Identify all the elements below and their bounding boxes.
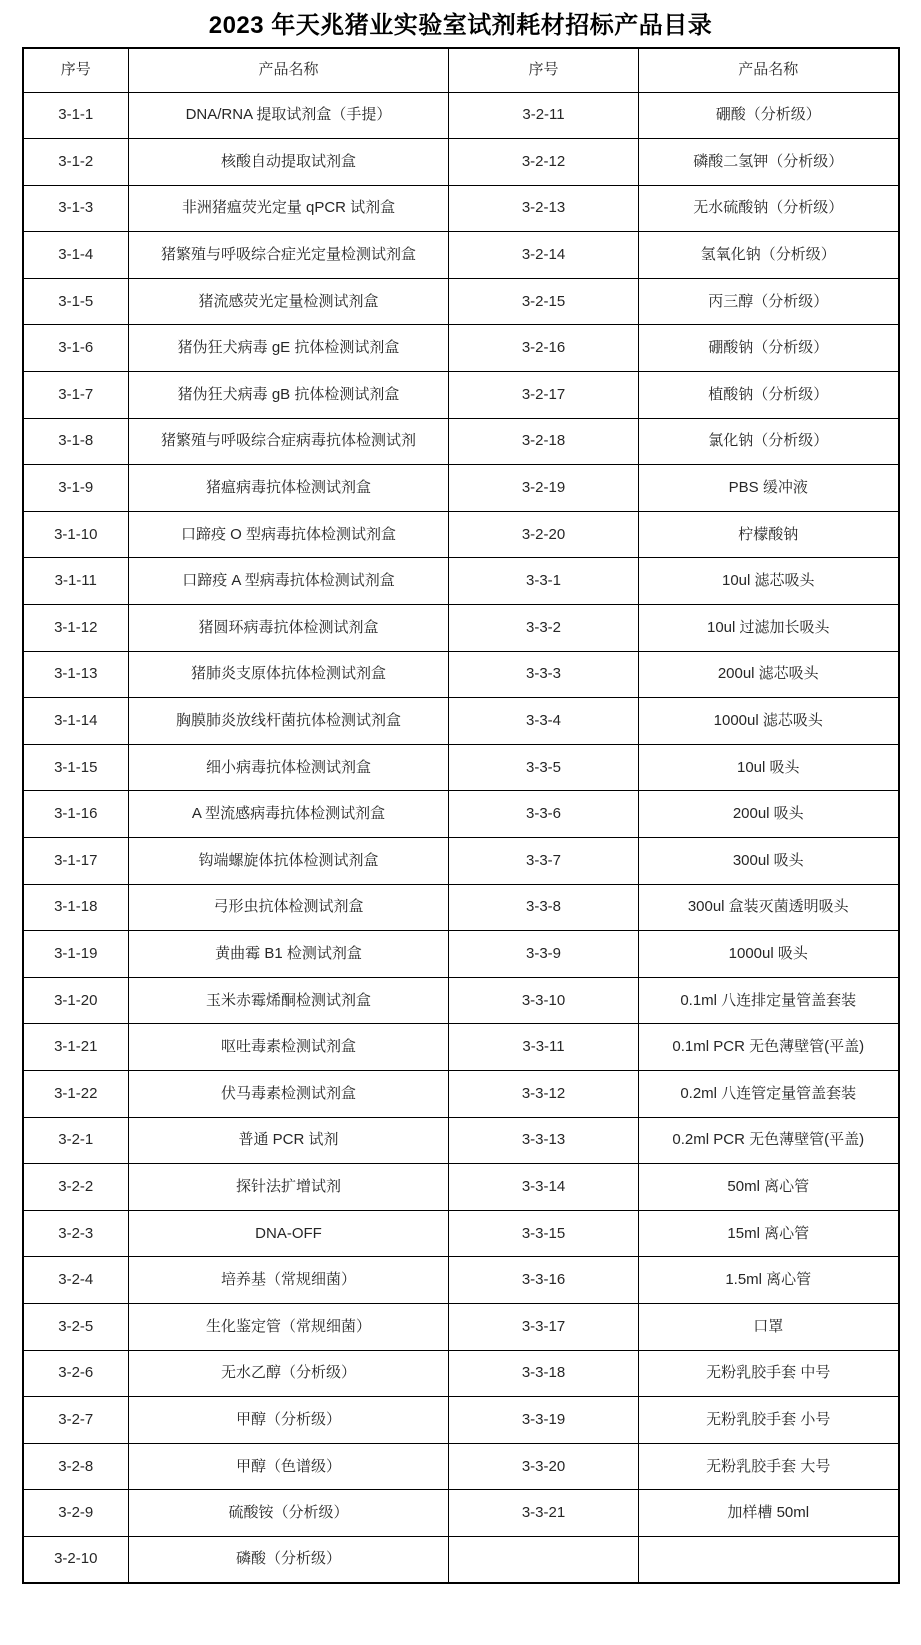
product-cell-right: 无水硫酸钠（分析级） — [639, 185, 899, 232]
product-cell-right: 0.2ml PCR 无色薄壁管(平盖) — [639, 1117, 899, 1164]
table-row — [23, 372, 899, 419]
table-row — [23, 1303, 899, 1350]
serial-cell-right: 3-2-15 — [449, 278, 639, 325]
serial-cell-left: 3-1-8 — [23, 418, 129, 465]
product-cell-right: 植酸钠（分析级） — [639, 372, 899, 419]
product-catalog-table — [22, 47, 900, 1584]
serial-cell-right: 3-2-19 — [449, 465, 639, 512]
serial-cell-right: 3-2-16 — [449, 325, 639, 372]
serial-cell-left: 3-2-4 — [23, 1257, 129, 1304]
serial-cell-right: 3-3-10 — [449, 977, 639, 1024]
product-cell-right: 氯化钠（分析级） — [639, 418, 899, 465]
table-row — [23, 1210, 899, 1257]
serial-cell-left: 3-2-6 — [23, 1350, 129, 1397]
serial-cell-right: 3-3-18 — [449, 1350, 639, 1397]
serial-cell-left: 3-2-7 — [23, 1397, 129, 1444]
table-row — [23, 1350, 899, 1397]
serial-cell-left: 3-1-7 — [23, 372, 129, 419]
serial-cell-left: 3-1-12 — [23, 605, 129, 652]
product-cell-left: DNA-OFF — [129, 1210, 449, 1257]
product-cell-right — [639, 1536, 899, 1583]
serial-cell-left: 3-2-5 — [23, 1303, 129, 1350]
col-header-product-left: 产品名称 — [129, 48, 449, 92]
product-cell-right: 10ul 吸头 — [639, 744, 899, 791]
table-header — [23, 48, 899, 92]
product-cell-left: 伏马毒素检测试剂盒 — [129, 1070, 449, 1117]
serial-cell-right: 3-3-2 — [449, 605, 639, 652]
serial-cell-right: 3-2-18 — [449, 418, 639, 465]
serial-cell-left: 3-1-2 — [23, 139, 129, 186]
product-cell-right: 口罩 — [639, 1303, 899, 1350]
serial-cell-left: 3-1-5 — [23, 278, 129, 325]
serial-cell-left: 3-1-11 — [23, 558, 129, 605]
serial-cell-right: 3-3-19 — [449, 1397, 639, 1444]
product-cell-left: 弓形虫抗体检测试剂盒 — [129, 884, 449, 931]
product-cell-right: 50ml 离心管 — [639, 1164, 899, 1211]
table-body — [23, 92, 899, 1583]
serial-cell-left: 3-2-9 — [23, 1490, 129, 1537]
product-cell-right: 1000ul 滤芯吸头 — [639, 698, 899, 745]
serial-cell-right: 3-2-12 — [449, 139, 639, 186]
product-cell-left: 猪圆环病毒抗体检测试剂盒 — [129, 605, 449, 652]
product-cell-left: 甲醇（色谱级） — [129, 1443, 449, 1490]
serial-cell-right: 3-3-3 — [449, 651, 639, 698]
serial-cell-right: 3-3-5 — [449, 744, 639, 791]
serial-cell-right: 3-3-4 — [449, 698, 639, 745]
table-row — [23, 1443, 899, 1490]
serial-cell-right: 3-3-7 — [449, 838, 639, 885]
serial-cell-right: 3-3-20 — [449, 1443, 639, 1490]
product-cell-left: 甲醇（分析级） — [129, 1397, 449, 1444]
product-cell-right: 硼酸（分析级） — [639, 92, 899, 139]
serial-cell-left: 3-1-10 — [23, 511, 129, 558]
product-cell-left: 普通 PCR 试剂 — [129, 1117, 449, 1164]
product-cell-left: 硫酸铵（分析级） — [129, 1490, 449, 1537]
table-row — [23, 511, 899, 558]
product-cell-right: 1.5ml 离心管 — [639, 1257, 899, 1304]
product-cell-left: 非洲猪瘟荧光定量 qPCR 试剂盒 — [129, 185, 449, 232]
serial-cell-left: 3-1-18 — [23, 884, 129, 931]
product-cell-right: 磷酸二氢钾（分析级） — [639, 139, 899, 186]
product-cell-right: 硼酸钠（分析级） — [639, 325, 899, 372]
product-cell-right: 200ul 吸头 — [639, 791, 899, 838]
serial-cell-right: 3-3-13 — [449, 1117, 639, 1164]
serial-cell-right: 3-2-13 — [449, 185, 639, 232]
table-row — [23, 325, 899, 372]
product-cell-right: 300ul 盒装灭菌透明吸头 — [639, 884, 899, 931]
serial-cell-left: 3-1-4 — [23, 232, 129, 279]
product-cell-left: 猪流感荧光定量检测试剂盒 — [129, 278, 449, 325]
product-cell-left: 培养基（常规细菌） — [129, 1257, 449, 1304]
product-cell-left: 猪瘟病毒抗体检测试剂盒 — [129, 465, 449, 512]
serial-cell-left: 3-1-13 — [23, 651, 129, 698]
serial-cell-right: 3-2-17 — [449, 372, 639, 419]
product-cell-left: 呕吐毒素检测试剂盒 — [129, 1024, 449, 1071]
product-cell-left: 磷酸（分析级） — [129, 1536, 449, 1583]
serial-cell-left: 3-1-22 — [23, 1070, 129, 1117]
product-cell-right: 300ul 吸头 — [639, 838, 899, 885]
table-row — [23, 1257, 899, 1304]
product-cell-right: 0.1ml 八连排定量管盖套装 — [639, 977, 899, 1024]
table-row — [23, 1164, 899, 1211]
col-header-serial-left: 序号 — [23, 48, 129, 92]
product-cell-left: 无水乙醇（分析级） — [129, 1350, 449, 1397]
table-row — [23, 278, 899, 325]
table-row — [23, 558, 899, 605]
product-cell-left: A 型流感病毒抗体检测试剂盒 — [129, 791, 449, 838]
serial-cell-right: 3-3-21 — [449, 1490, 639, 1537]
serial-cell-left: 3-1-20 — [23, 977, 129, 1024]
product-cell-left: 生化鉴定管（常规细菌） — [129, 1303, 449, 1350]
table-row — [23, 1024, 899, 1071]
page-title: 2023 年天兆猪业实验室试剂耗材招标产品目录 — [208, 12, 713, 39]
serial-cell-right: 3-3-6 — [449, 791, 639, 838]
serial-cell-left: 3-1-19 — [23, 931, 129, 978]
serial-cell-left: 3-2-2 — [23, 1164, 129, 1211]
table-row — [23, 232, 899, 279]
product-cell-left: 猪伪狂犬病毒 gE 抗体检测试剂盒 — [129, 325, 449, 372]
table-row — [23, 1490, 899, 1537]
product-cell-right: 无粉乳胶手套 大号 — [639, 1443, 899, 1490]
serial-cell-left: 3-1-14 — [23, 698, 129, 745]
product-cell-left: DNA/RNA 提取试剂盒（手提） — [129, 92, 449, 139]
table-row — [23, 651, 899, 698]
product-cell-left: 猪繁殖与呼吸综合症病毒抗体检测试剂 — [129, 418, 449, 465]
serial-cell-right: 3-3-1 — [449, 558, 639, 605]
table-row — [23, 418, 899, 465]
table-row — [23, 1070, 899, 1117]
product-cell-right: 柠檬酸钠 — [639, 511, 899, 558]
serial-cell-left: 3-1-17 — [23, 838, 129, 885]
table-row — [23, 92, 899, 139]
table-row — [23, 605, 899, 652]
table-row — [23, 139, 899, 186]
table-row — [23, 744, 899, 791]
product-cell-right: 10ul 滤芯吸头 — [639, 558, 899, 605]
serial-cell-right: 3-3-9 — [449, 931, 639, 978]
serial-cell-right: 3-3-15 — [449, 1210, 639, 1257]
col-header-serial-right: 序号 — [449, 48, 639, 92]
serial-cell-left: 3-1-16 — [23, 791, 129, 838]
serial-cell-left: 3-2-10 — [23, 1536, 129, 1583]
product-cell-left: 细小病毒抗体检测试剂盒 — [129, 744, 449, 791]
serial-cell-left: 3-1-6 — [23, 325, 129, 372]
serial-cell-right — [449, 1536, 639, 1583]
serial-cell-right: 3-2-14 — [449, 232, 639, 279]
product-cell-right: 200ul 滤芯吸头 — [639, 651, 899, 698]
serial-cell-left: 3-2-1 — [23, 1117, 129, 1164]
table-header-row — [23, 48, 899, 92]
serial-cell-right: 3-3-17 — [449, 1303, 639, 1350]
serial-cell-left: 3-1-21 — [23, 1024, 129, 1071]
table-row — [23, 1117, 899, 1164]
table-row — [23, 465, 899, 512]
serial-cell-left: 3-2-3 — [23, 1210, 129, 1257]
product-cell-left: 猪繁殖与呼吸综合症光定量检测试剂盒 — [129, 232, 449, 279]
serial-cell-right: 3-3-12 — [449, 1070, 639, 1117]
col-header-product-right: 产品名称 — [639, 48, 899, 92]
product-cell-right: 10ul 过滤加长吸头 — [639, 605, 899, 652]
serial-cell-left: 3-1-1 — [23, 92, 129, 139]
product-cell-right: 无粉乳胶手套 中号 — [639, 1350, 899, 1397]
table-row — [23, 791, 899, 838]
serial-cell-right: 3-3-8 — [449, 884, 639, 931]
table-row — [23, 698, 899, 745]
product-cell-left: 口蹄疫 A 型病毒抗体检测试剂盒 — [129, 558, 449, 605]
product-cell-right: PBS 缓冲液 — [639, 465, 899, 512]
product-cell-right: 无粉乳胶手套 小号 — [639, 1397, 899, 1444]
table-row — [23, 884, 899, 931]
serial-cell-right: 3-3-11 — [449, 1024, 639, 1071]
serial-cell-right: 3-3-16 — [449, 1257, 639, 1304]
serial-cell-right: 3-3-14 — [449, 1164, 639, 1211]
product-cell-left: 探针法扩增试剂 — [129, 1164, 449, 1211]
product-cell-left: 核酸自动提取试剂盒 — [129, 139, 449, 186]
serial-cell-left: 3-1-9 — [23, 465, 129, 512]
serial-cell-right: 3-2-20 — [449, 511, 639, 558]
product-cell-left: 黄曲霉 B1 检测试剂盒 — [129, 931, 449, 978]
product-cell-right: 0.1ml PCR 无色薄壁管(平盖) — [639, 1024, 899, 1071]
product-cell-right: 15ml 离心管 — [639, 1210, 899, 1257]
serial-cell-left: 3-1-3 — [23, 185, 129, 232]
product-cell-left: 猪伪狂犬病毒 gB 抗体检测试剂盒 — [129, 372, 449, 419]
product-cell-left: 猪肺炎支原体抗体检测试剂盒 — [129, 651, 449, 698]
serial-cell-right: 3-2-11 — [449, 92, 639, 139]
product-cell-left: 钩端螺旋体抗体检测试剂盒 — [129, 838, 449, 885]
product-cell-left: 玉米赤霉烯酮检测试剂盒 — [129, 977, 449, 1024]
product-cell-right: 丙三醇（分析级） — [639, 278, 899, 325]
serial-cell-left: 3-1-15 — [23, 744, 129, 791]
table-row — [23, 185, 899, 232]
product-cell-right: 0.2ml 八连管定量管盖套装 — [639, 1070, 899, 1117]
serial-cell-left: 3-2-8 — [23, 1443, 129, 1490]
table-row — [23, 838, 899, 885]
table-row — [23, 1536, 899, 1583]
table-row — [23, 931, 899, 978]
product-cell-right: 加样槽 50ml — [639, 1490, 899, 1537]
table-row — [23, 1397, 899, 1444]
table-row — [23, 977, 899, 1024]
product-cell-right: 氢氧化钠（分析级） — [639, 232, 899, 279]
product-cell-left: 胸膜肺炎放线杆菌抗体检测试剂盒 — [129, 698, 449, 745]
product-cell-left: 口蹄疫 O 型病毒抗体检测试剂盒 — [129, 511, 449, 558]
product-cell-right: 1000ul 吸头 — [639, 931, 899, 978]
